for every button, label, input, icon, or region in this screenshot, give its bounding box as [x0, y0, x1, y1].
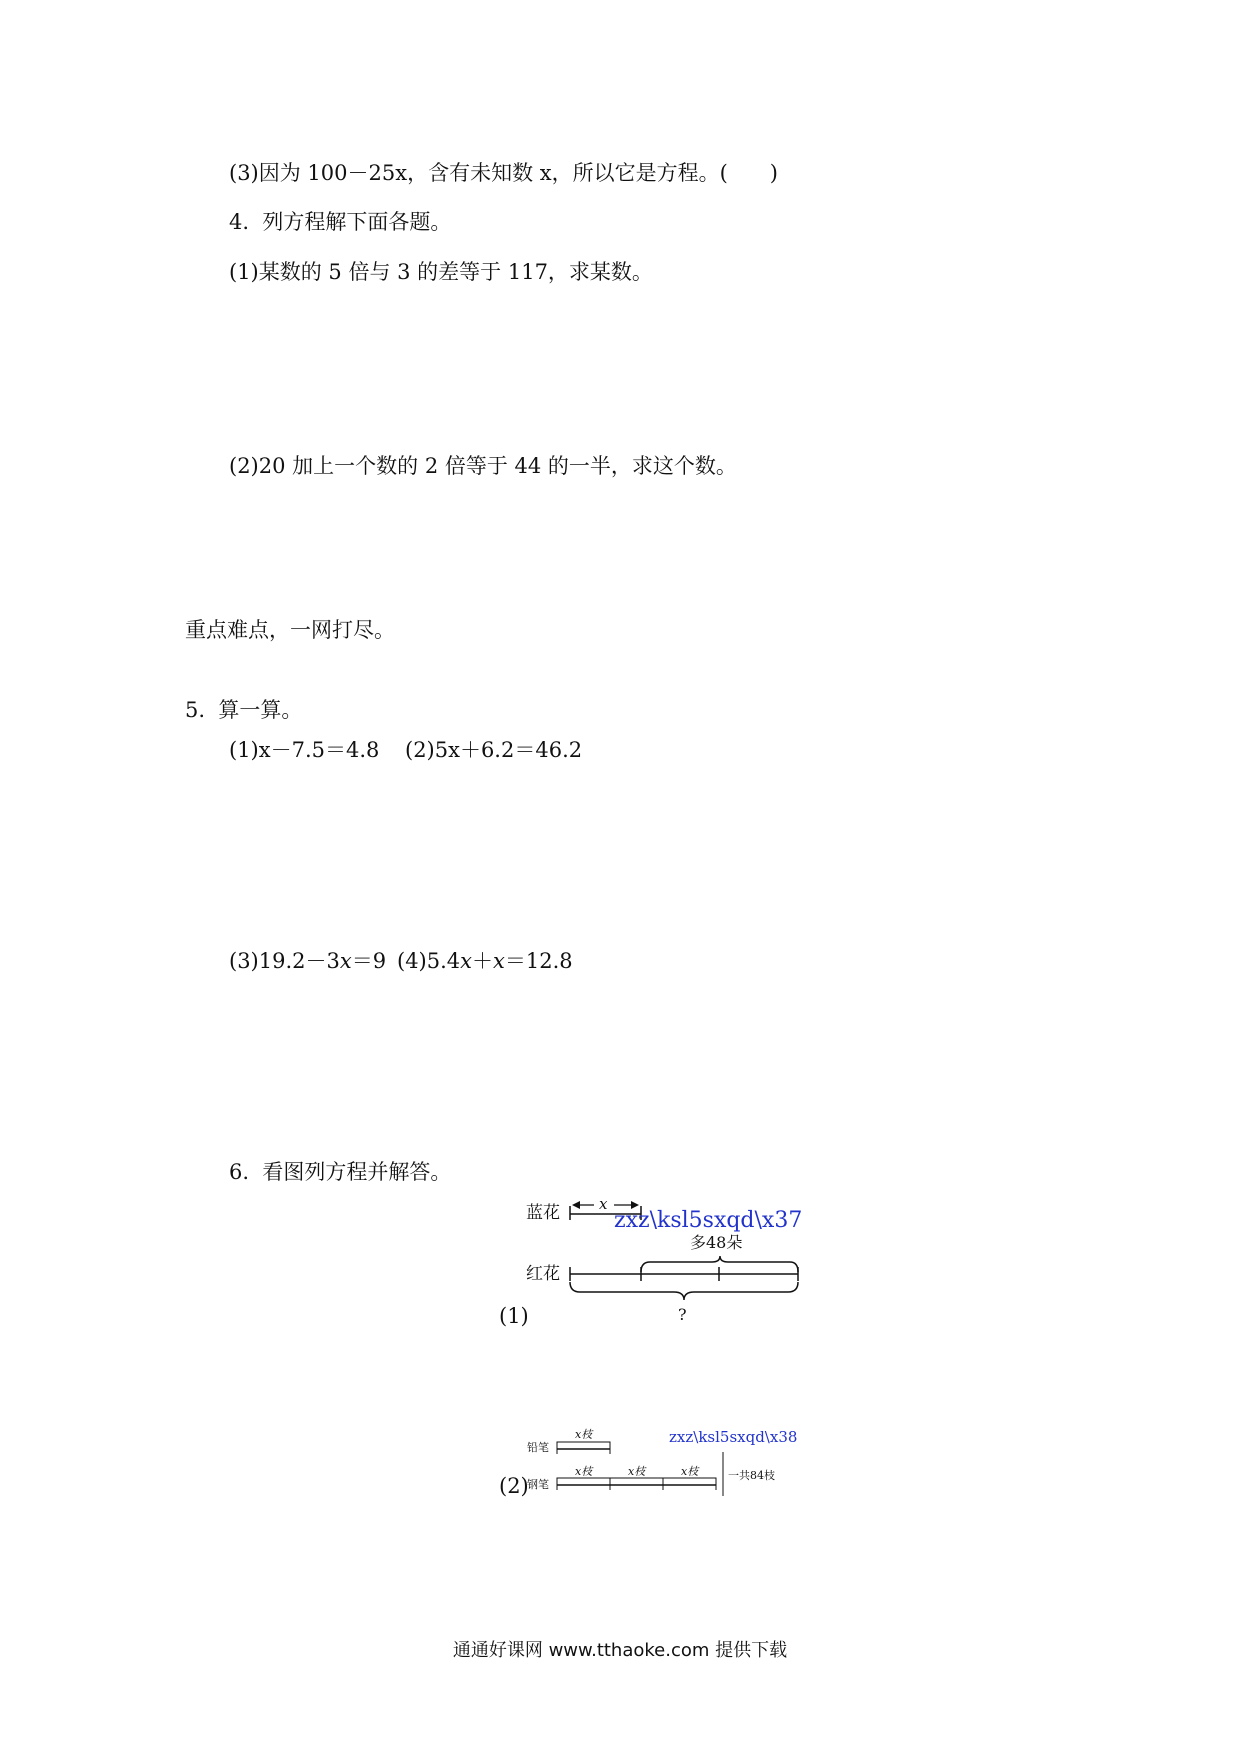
fig1-blue-label: 蓝花: [526, 1203, 560, 1223]
fig2-x-pencil-label: x枝: [575, 1428, 593, 1441]
question-5-part-4: [397, 951, 573, 972]
fig1-more-label: 多48朵: [690, 1233, 743, 1252]
fig2-pen-label: 钢笔: [527, 1478, 549, 1491]
fig1-red-label: 红花: [526, 1264, 560, 1284]
figure-2-diagram: [525, 1420, 805, 1500]
page-footer: 通通好课网 www.tthaoke.com 提供下载: [452, 1640, 788, 1661]
fig2-pencil-brace: [557, 1442, 610, 1446]
fig2-total-label: 一共84枝: [728, 1469, 775, 1482]
fig1-question-mark: ?: [678, 1305, 687, 1324]
question-4-title: 4. 列方程解下面各题。: [229, 210, 452, 234]
question-4-part-2: (2)20 加上一个数的 2 倍等于 44 的一半，求这个数。: [229, 454, 737, 478]
fig1-total-brace: [570, 1282, 798, 1300]
q5-p4-prefix: (4)5.4: [397, 949, 461, 973]
question-6-title: 6. 看图列方程并解答。: [229, 1160, 452, 1184]
q5-p4-variable-1: x: [460, 949, 472, 973]
figure-1-label: (1): [499, 1304, 529, 1328]
question-5-title: 5. 算一算。: [185, 698, 303, 722]
q5-p3-suffix: ＝9: [351, 949, 387, 973]
fig1-x-label: x: [599, 1195, 608, 1213]
figure-1-diagram: [490, 1190, 810, 1330]
question-5-part-1: (1)x－7.5＝4.8: [229, 738, 380, 762]
fig2-pen-brace-3: [663, 1478, 716, 1482]
question-5-part-2: (2)5x＋6.2＝46.2: [405, 738, 583, 762]
question-3-3: (3)因为 100－25x，含有未知数 x，所以它是方程。( ): [229, 161, 778, 185]
q5-p4-plus: ＋: [472, 949, 493, 973]
fig2-x-pen-label-1: x枝: [575, 1465, 593, 1478]
question-4-part-1: (1)某数的 5 倍与 3 的差等于 117，求某数。: [229, 260, 653, 284]
fig2-watermark: zxz\ksl5sxqd\x38: [669, 1428, 798, 1446]
fig2-pencil-label: 铅笔: [527, 1441, 549, 1454]
fig1-x-arrowhead-left: [572, 1201, 580, 1209]
section-heading: 重点难点，一网打尽。: [185, 618, 395, 642]
fig2-pen-brace-2: [610, 1478, 663, 1482]
fig2-x-pen-label-3: x枝: [681, 1465, 699, 1478]
fig2-pen-brace-1: [557, 1478, 610, 1482]
q5-p4-variable-2: x: [493, 949, 505, 973]
figure-2-label: (2): [499, 1474, 529, 1498]
q5-p4-suffix: ＝12.8: [504, 949, 573, 973]
q5-p3-prefix: (3)19.2－3: [229, 949, 340, 973]
question-5-part-3: [229, 951, 386, 972]
fig1-watermark: zxz\ksl5sxqd\x37: [614, 1208, 803, 1233]
fig2-x-pen-label-2: x枝: [628, 1465, 646, 1478]
q5-p3-variable: x: [339, 949, 352, 973]
